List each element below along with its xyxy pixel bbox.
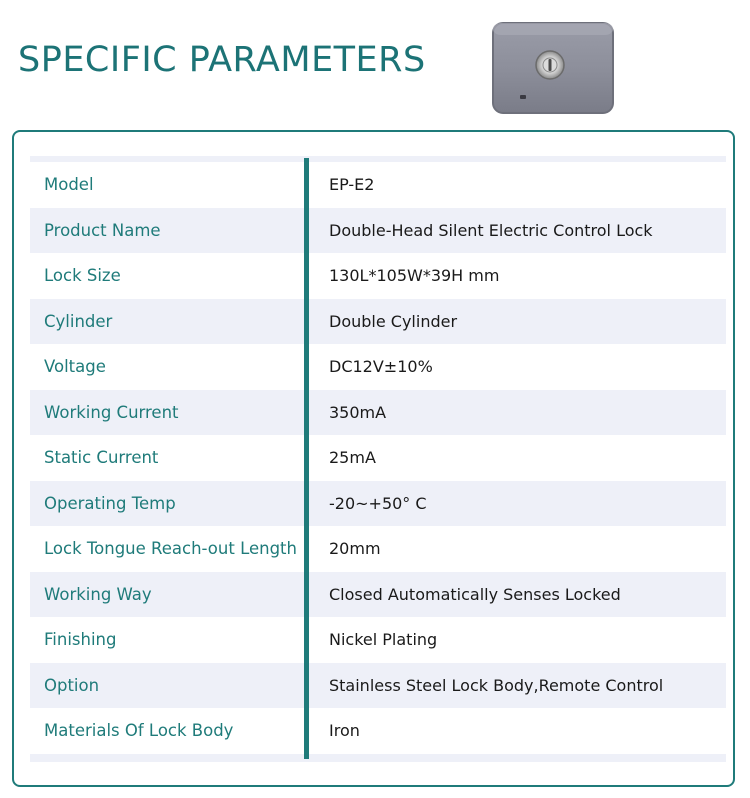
parameters-panel — [12, 130, 735, 787]
param-label-cylinder: Cylinder — [44, 311, 113, 331]
table-row — [30, 390, 726, 436]
param-value-lock-tongue-length: 20mm — [329, 539, 381, 559]
param-label-product-name: Product Name — [44, 220, 161, 240]
param-label-working-way: Working Way — [44, 584, 152, 604]
param-label-lock-tongue-length: Lock Tongue Reach-out Length — [44, 539, 297, 559]
param-value-option: Stainless Steel Lock Body,Remote Control — [329, 675, 664, 695]
param-label-static-current: Static Current — [44, 448, 159, 468]
table-row — [30, 299, 726, 345]
param-value-operating-temp: -20~+50° C — [329, 493, 427, 513]
table-row — [30, 526, 726, 572]
parameters-table — [30, 162, 726, 754]
param-value-product-name: Double-Head Silent Electric Control Lock — [329, 220, 653, 240]
table-row — [30, 435, 726, 481]
param-label-lock-size: Lock Size — [44, 266, 121, 286]
param-label-materials: Materials Of Lock Body — [44, 721, 234, 741]
param-label-model: Model — [44, 175, 94, 195]
lock-product-image — [490, 17, 616, 117]
table-row — [30, 708, 726, 754]
table-row — [30, 663, 726, 709]
table-row — [30, 572, 726, 618]
param-label-operating-temp: Operating Temp — [44, 493, 176, 513]
param-value-model: EP-E2 — [329, 175, 375, 195]
param-label-finishing: Finishing — [44, 630, 117, 650]
table-row — [30, 344, 726, 390]
param-label-option: Option — [44, 675, 100, 695]
table-row — [30, 162, 726, 208]
param-value-working-way: Closed Automatically Senses Locked — [329, 584, 621, 604]
param-value-static-current: 25mA — [329, 448, 376, 468]
param-label-working-current: Working Current — [44, 402, 179, 422]
param-value-cylinder: Double Cylinder — [329, 311, 458, 331]
table-row — [30, 617, 726, 663]
param-value-materials: Iron — [329, 721, 360, 741]
table-row — [30, 481, 726, 527]
page-title: SPECIFIC PARAMETERS — [18, 40, 426, 80]
table-bottom-strip — [30, 754, 726, 762]
param-value-working-current: 350mA — [329, 402, 387, 422]
param-value-finishing: Nickel Plating — [329, 630, 438, 650]
param-label-voltage: Voltage — [44, 357, 106, 377]
param-value-lock-size: 130L*105W*39H mm — [329, 266, 500, 286]
table-row — [30, 208, 726, 254]
table-row — [30, 253, 726, 299]
param-value-voltage: DC12V±10% — [329, 357, 433, 377]
column-divider — [304, 158, 309, 759]
